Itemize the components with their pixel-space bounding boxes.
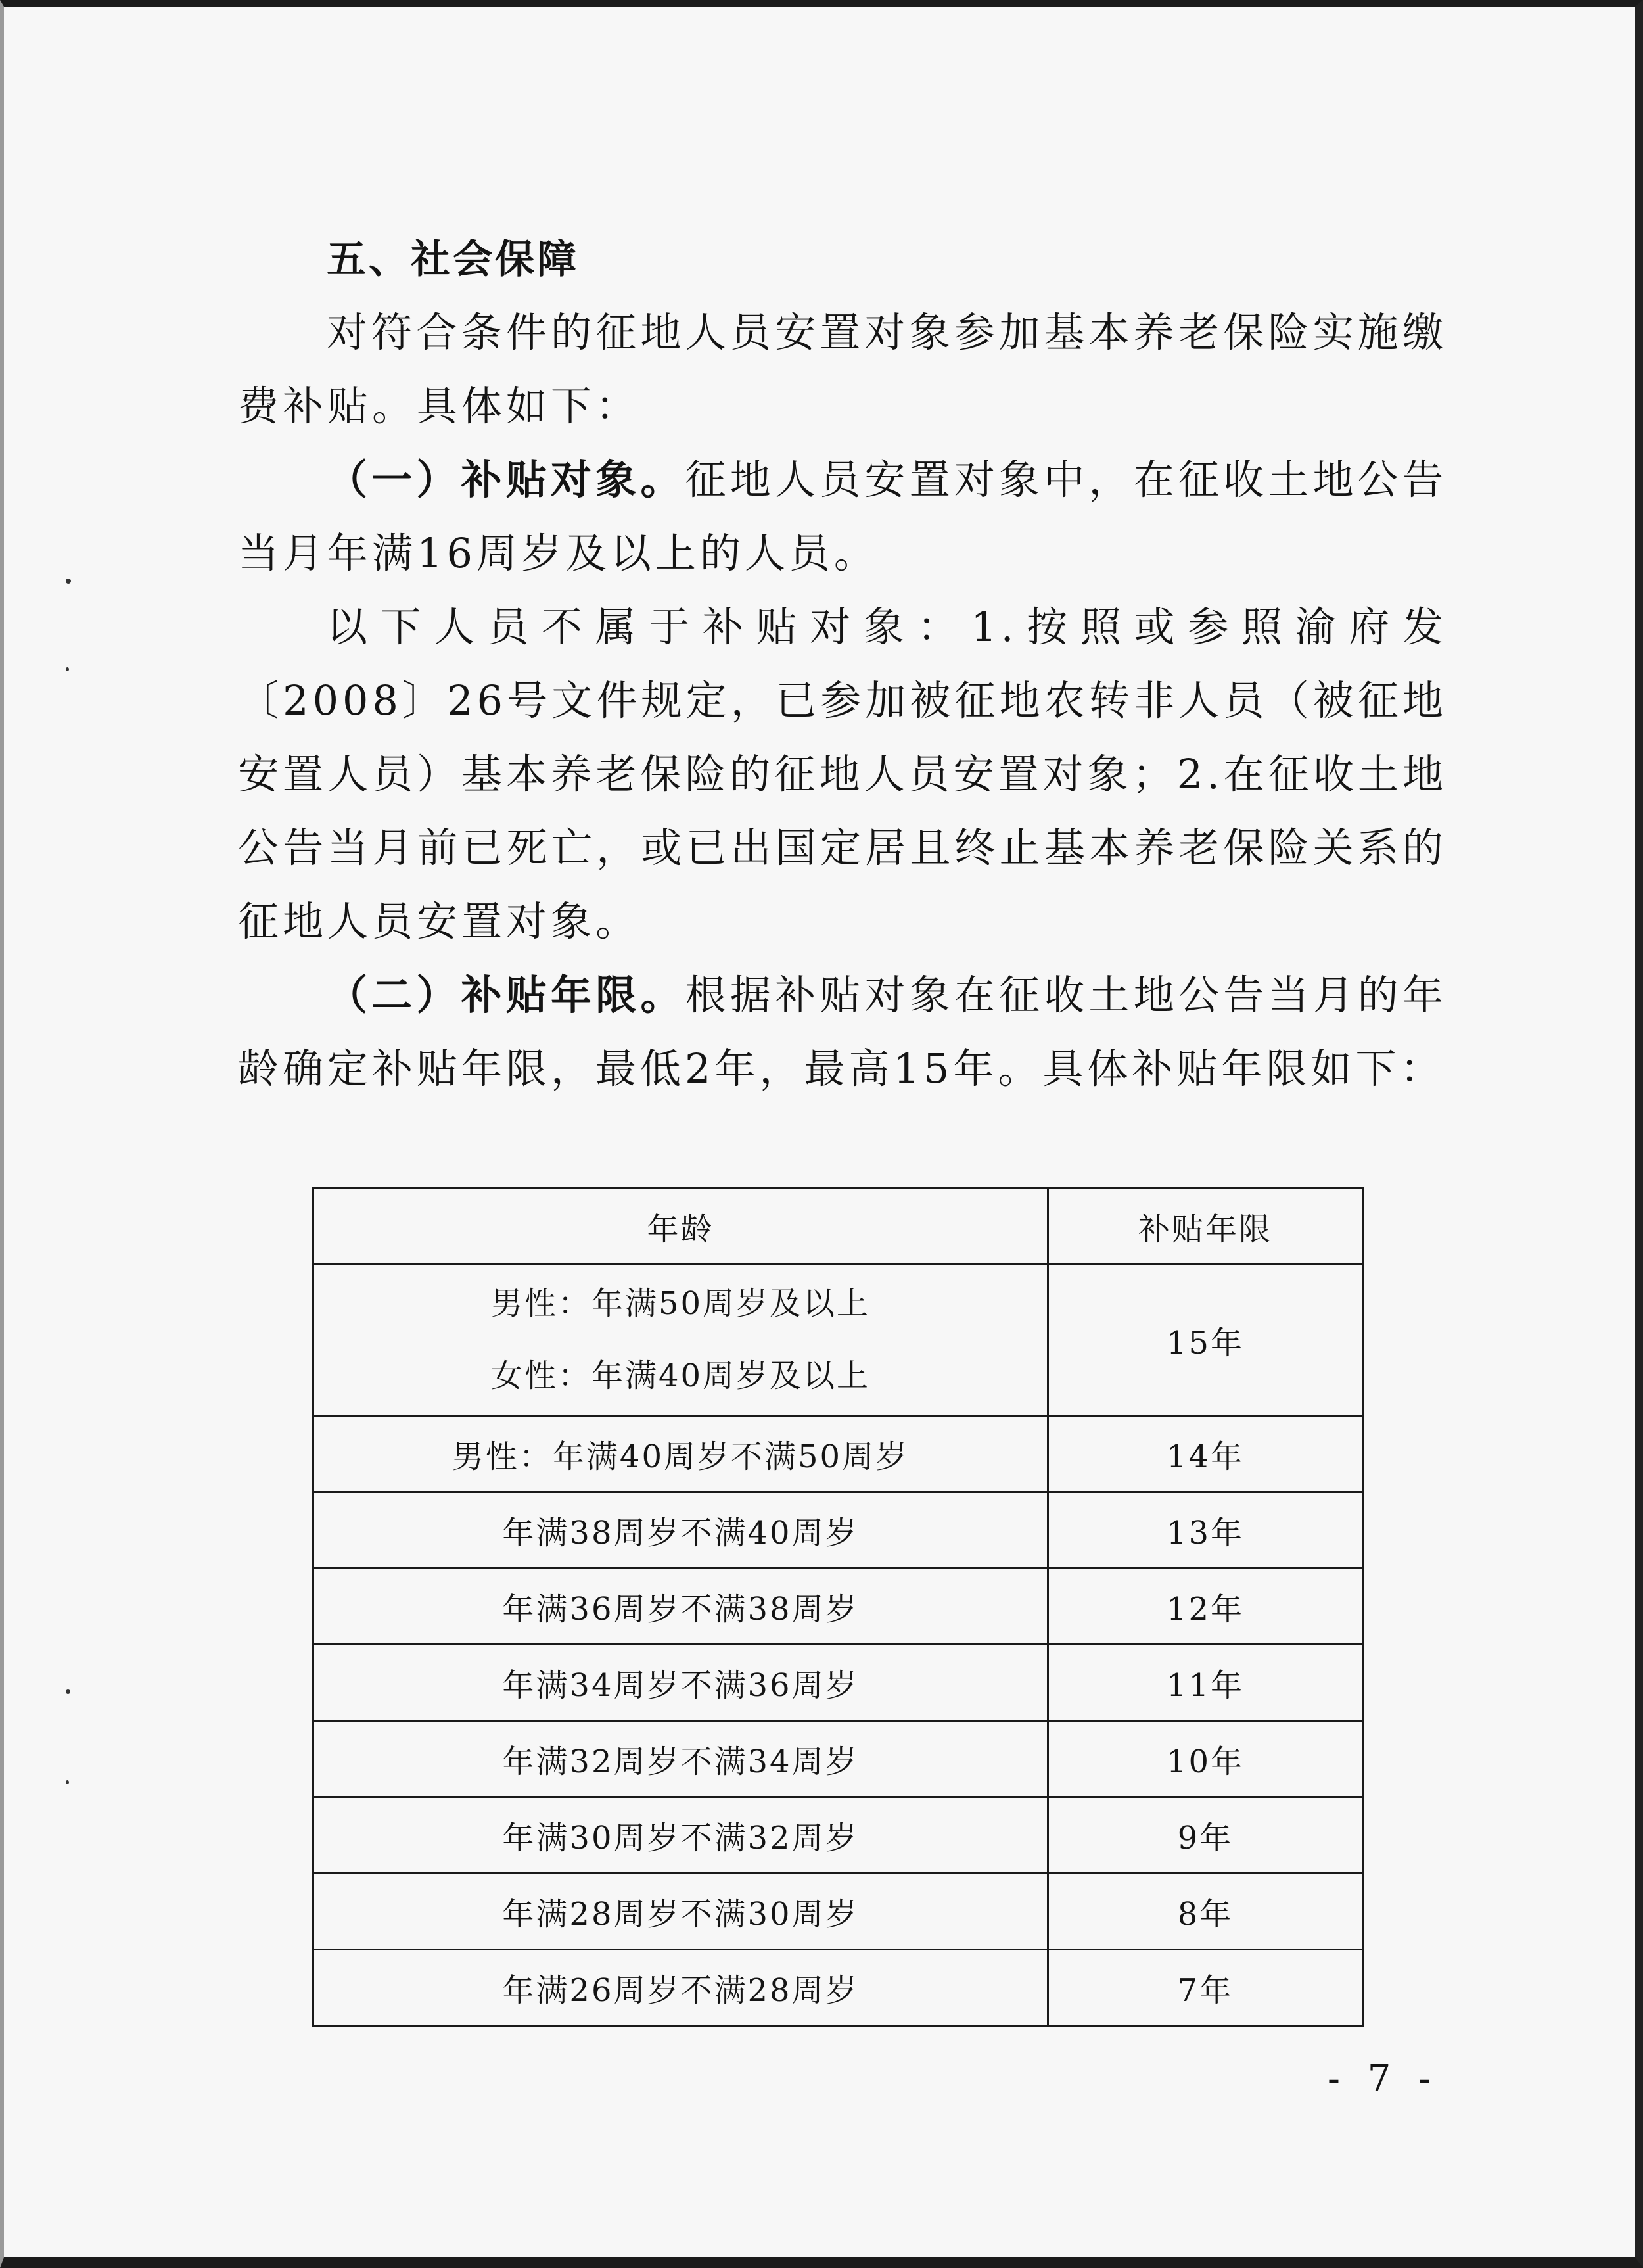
table-row [313,1492,1363,1569]
years-cell: 12年 [1048,1569,1363,1645]
scan-speck [66,1689,70,1694]
years-cell: 8年 [1048,1874,1363,1950]
subsidy-years-lead: （二）补贴年限。 [327,971,685,1019]
years-cell: 9年 [1048,1797,1363,1874]
subsidy-years-table [312,1187,1364,2027]
years-column-header: 补贴年限 [1048,1189,1363,1264]
page-number: - 7 - [1328,2058,1439,2100]
subsidy-years-paragraph [238,958,1447,1106]
age-column-header: 年龄 [313,1189,1048,1264]
age-line-male: 男性：年满50周岁及以上 [490,1285,871,1322]
intro-paragraph: 对符合条件的征地人员安置对象参加基本养老保险实施缴费补贴。具体如下： [238,308,1447,430]
age-cell: 年满26周岁不满28周岁 [313,1950,1048,2026]
age-line-female: 女性：年满40周岁及以上 [490,1358,871,1394]
age-cell: 年满38周岁不满40周岁 [313,1492,1048,1569]
age-cell: 年满28周岁不满30周岁 [313,1874,1048,1950]
subsidy-target-lead: （一）补贴对象。 [327,456,685,504]
years-cell: 15年 [1048,1264,1363,1416]
subsidy-target-paragraph [238,443,1447,590]
scan-speck [66,1780,69,1784]
years-cell: 11年 [1048,1645,1363,1721]
age-cell [313,1264,1048,1416]
age-cell: 年满36周岁不满38周岁 [313,1569,1048,1645]
table-row [313,1264,1363,1416]
age-cell: 年满34周岁不满36周岁 [313,1645,1048,1721]
table-row [313,1569,1363,1645]
age-cell: 年满32周岁不满34周岁 [313,1721,1048,1797]
table-header-row [313,1189,1363,1264]
years-cell: 14年 [1048,1416,1363,1492]
subsidy-target-text: 征地人员安置对象中，在征收土地公告当月年满16周岁及以上的人员。 [238,456,1447,577]
table-row [313,1416,1363,1492]
years-cell: 10年 [1048,1721,1363,1797]
section-heading: 五、社会保障 [327,237,579,283]
table-row [313,1874,1363,1950]
table-row [313,1645,1363,1721]
document-body [238,224,1447,1106]
subsidy-years-text: 根据补贴对象在征收土地公告当月的年龄确定补贴年限，最低2年，最高15年。具体补贴年限如下： [238,971,1447,1093]
age-cell: 男性：年满40周岁不满50周岁 [313,1416,1048,1492]
table-row [313,1797,1363,1874]
scan-speck [66,667,69,671]
years-cell: 7年 [1048,1950,1363,2026]
exclusion-paragraph: 以下人员不属于补贴对象：1.按照或参照渝府发〔2008〕26号文件规定，已参加被征地农转非人员（被征地安置人员）基本养老保险的征地人员安置对象；2.在征收土地公告当月前已死亡，或已出国定居且终止基本养老保险关系的征地人员安置对象。 [238,603,1447,945]
age-cell: 年满30周岁不满32周岁 [313,1797,1048,1874]
scan-speck [66,579,71,584]
years-cell: 13年 [1048,1492,1363,1569]
table-row [313,1721,1363,1797]
table-row [313,1950,1363,2026]
